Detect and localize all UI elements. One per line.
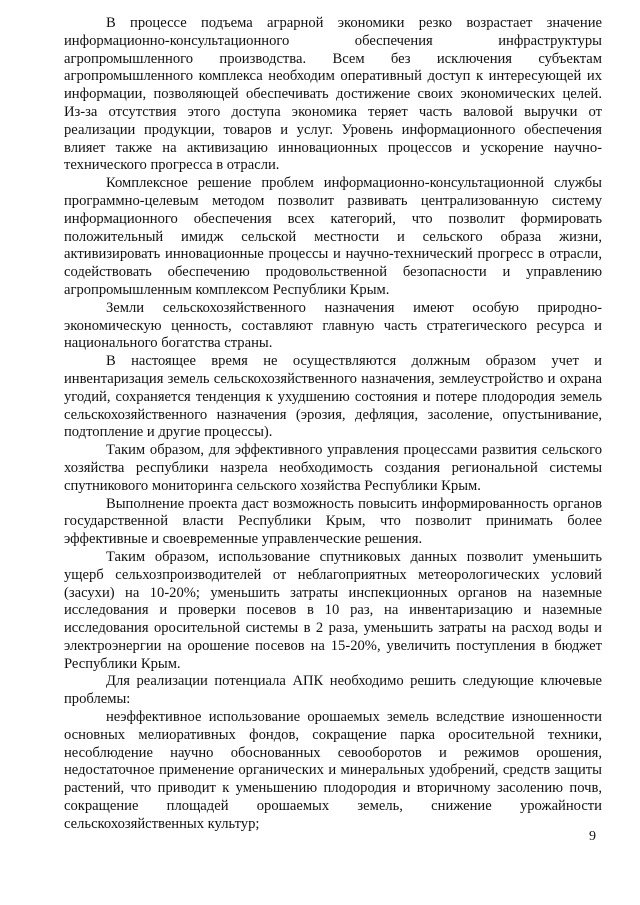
page-number: 9 — [589, 829, 596, 844]
paragraph: Таким образом, для эффективного управления процессами развития сельского хозяйства республики назрела необходимость создания региональной системы спутникового мониторинга сельского хозяйства Республики Крым. — [64, 442, 602, 494]
paragraph: В настоящее время не осуществляются должным образом учет и инвентаризация земель сельскохозяйственного назначения, землеустройство и охрана угодий, сохраняется тенденция к ухудшению состояния и потере плодородия земель сельскохозяйственного назначения (эрозия, дефляция, засоление, опустынивание, подтопление и другие процессы). — [64, 353, 602, 441]
paragraph: В процессе подъема аграрной экономики резко возрастает значение информационно-консультационного обеспечения инфраструктуры агропромышленного производства. Всем без исключения субъектам агропромышленного комплекса необходим оперативный доступ к интересующей их информации, позволяющей обеспечивать достижение своих экономических целей. Из-за отсутствия этого доступа экономика теряет часть валовой выручки от реализации продукции, товаров и услуг. Уровень информационного обеспечения влияет также на активизацию инновационных процессов и ускорение научно-технического прогресса в отрасли. — [64, 15, 602, 174]
paragraph: неэффективное использование орошаемых земель вследствие изношенности основных мелиоративных фондов, сокращение парка оросительной техники, несоблюдение научно обоснованных севооборотов и режимов орошения, недостаточное применение органических и минеральных удобрений, средств защиты растений, что приводит к уменьшению плодородия и вторичному засолению почв, сокращение площадей орошаемых земель, снижение урожайности сельскохозяйственных культур; — [64, 709, 602, 832]
paragraph: Комплексное решение проблем информационно-консультационной службы программно-целевым методом позволит развивать централизованную систему информационного обеспечения всех категорий, что позволит формировать положительный имидж сельской местности и сельского образа жизни, активизировать инновационные процессы и научно-технический прогресс в отрасли, содействовать обеспечению продовольственной безопасности и управлению агропромышленным комплексом Республики Крым. — [64, 175, 602, 298]
paragraph: Земли сельскохозяйственного назначения имеют особую природно-экономическую ценность, составляют главную часть стратегического ресурса и национального богатства страны. — [64, 299, 602, 352]
paragraph: Для реализации потенциала АПК необходимо решить следующие ключевые проблемы: — [64, 673, 602, 708]
paragraph: Выполнение проекта даст возможность повысить информированность органов государственной власти Республики Крым, что позволит принимать более эффективные и своевременные управленческие решения. — [64, 495, 602, 548]
body-text — [64, 15, 602, 834]
paragraph: Таким образом, использование спутниковых данных позволит уменьшить ущерб сельхозпроизводителей от неблагоприятных метеорологических условий (засухи) на 10-20%; уменьшить затраты инспекционных органов на наземные исследования и проверки посевов в 10 раз, на инвентаризацию и наземные исследования оросительной системы в 2 раза, уменьшить затраты на расход воды и электроэнергии на орошение посевов на 15-20%, увеличить поступления в бюджет Республики Крым. — [64, 548, 602, 672]
